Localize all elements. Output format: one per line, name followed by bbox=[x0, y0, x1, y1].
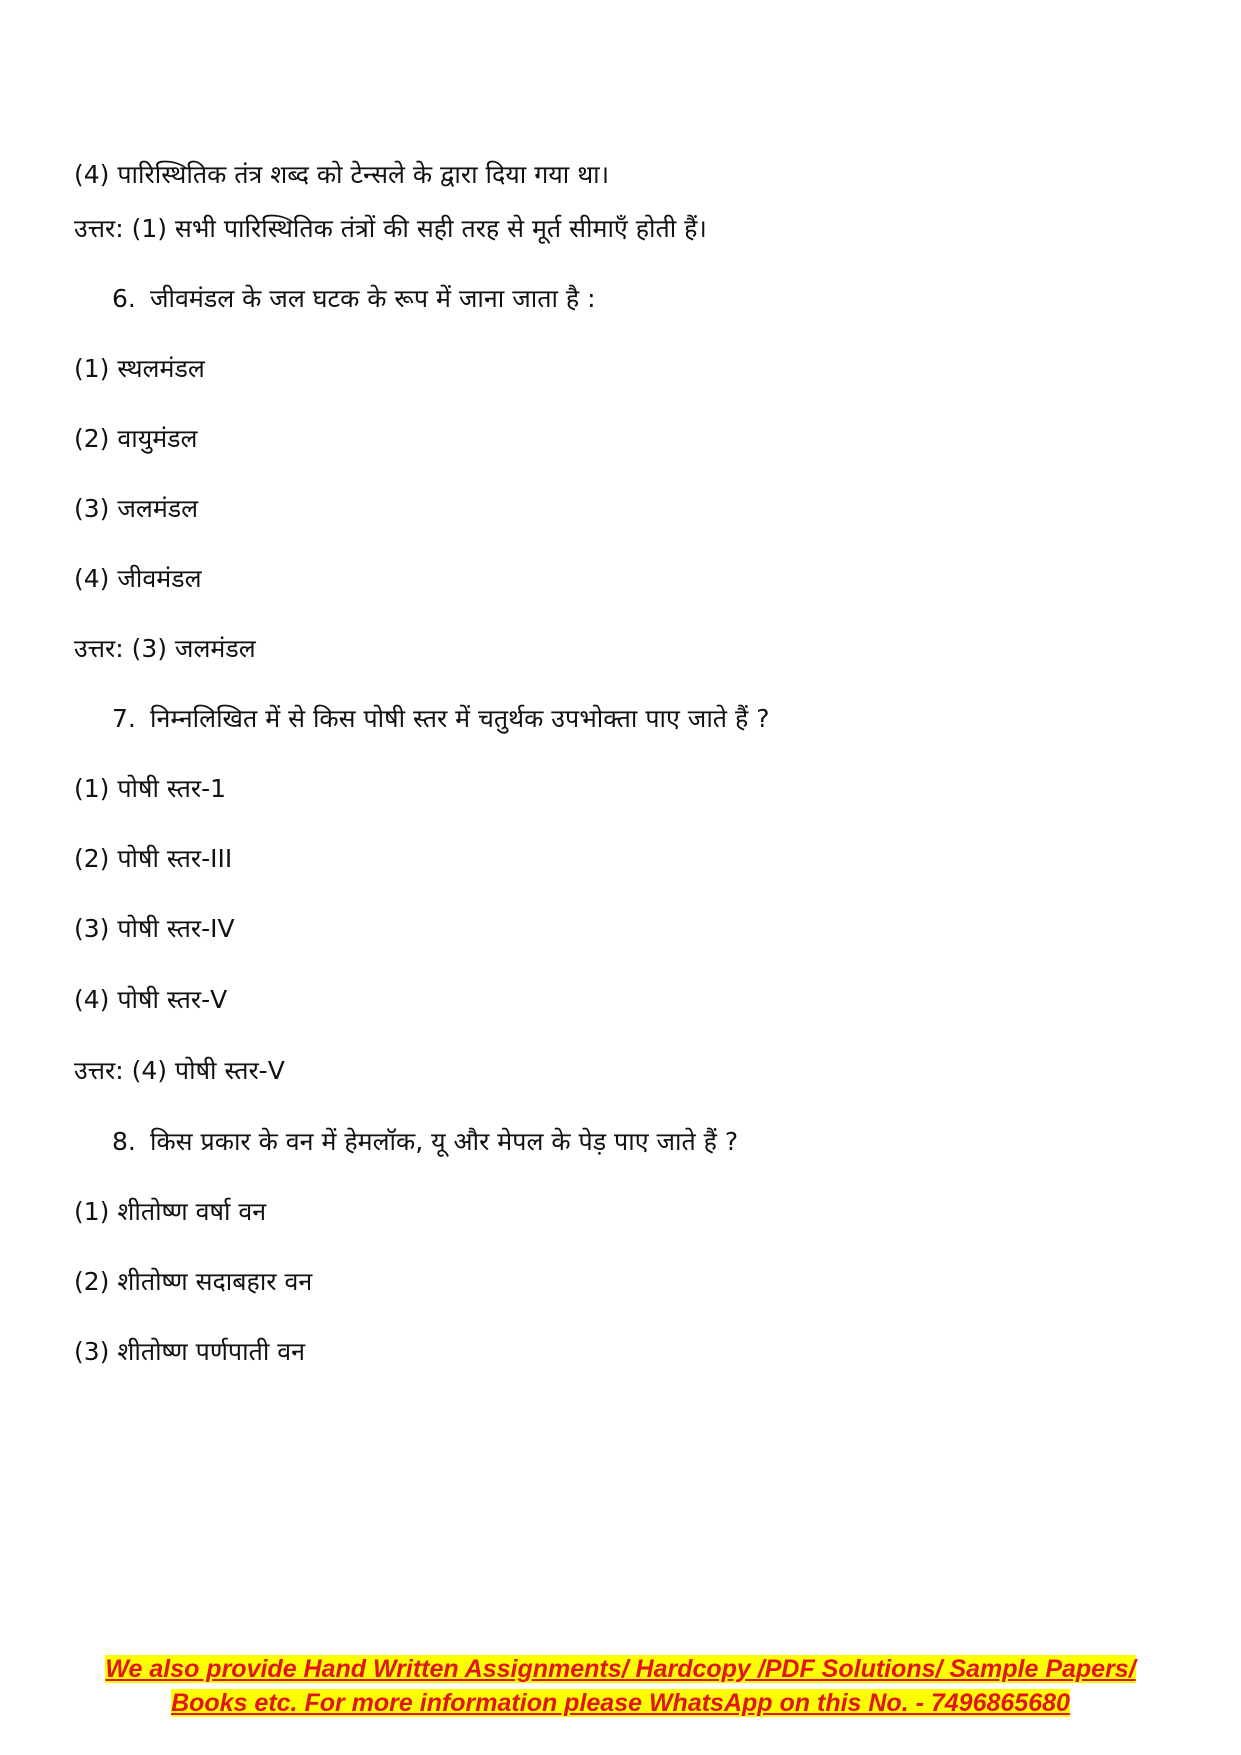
answer-line: उत्तर: (4) पोषी स्तर-V bbox=[74, 1056, 285, 1085]
question-number: 8. bbox=[112, 1127, 136, 1156]
footer-line-1: We also provide Hand Written Assignments/ Hardcopy /PDF Solutions/ Sample Papers/ bbox=[105, 1655, 1136, 1683]
line-option-4-prev: (4) पारिस्थितिक तंत्र शब्द को टेन्सले के द्वारा दिया गया था। bbox=[74, 160, 610, 189]
question-number: 7. bbox=[112, 704, 136, 733]
question-text: निम्नलिखित में से किस पोषी स्तर में चतुर्थक उपभोक्ता पाए जाते हैं ? bbox=[150, 704, 770, 733]
option-1: (1) स्थलमंडल bbox=[74, 354, 205, 383]
promo-footer bbox=[0, 1652, 1241, 1720]
answer-line: उत्तर: (3) जलमंडल bbox=[74, 634, 256, 663]
footer-line-2: Books etc. For more information please WhatsApp on this No. - 7496865680 bbox=[171, 1689, 1070, 1717]
option-3: (3) शीतोष्ण पर्णपाती वन bbox=[74, 1337, 306, 1366]
option-2: (2) वायुमंडल bbox=[74, 424, 198, 453]
question-6 bbox=[112, 282, 596, 316]
option-2: (2) पोषी स्तर-III bbox=[74, 844, 233, 873]
option-2: (2) शीतोष्ण सदाबहार वन bbox=[74, 1267, 313, 1296]
option-4: (4) जीवमंडल bbox=[74, 564, 202, 593]
question-text: किस प्रकार के वन में हेमलॉक, यू और मेपल के पेड़ पाए जाते हैं ? bbox=[150, 1127, 739, 1156]
answer-line-prev: उत्तर: (1) सभी पारिस्थितिक तंत्रों की सही तरह से मूर्त सीमाएँ होती हैं। bbox=[74, 214, 707, 243]
option-4: (4) पोषी स्तर-V bbox=[74, 985, 228, 1014]
question-number: 6. bbox=[112, 284, 136, 313]
question-text: जीवमंडल के जल घटक के रूप में जाना जाता है : bbox=[150, 284, 596, 313]
option-1: (1) शीतोष्ण वर्षा वन bbox=[74, 1197, 267, 1226]
option-3: (3) पोषी स्तर-IV bbox=[74, 914, 235, 943]
option-3: (3) जलमंडल bbox=[74, 494, 199, 523]
question-7 bbox=[112, 702, 769, 736]
question-8 bbox=[112, 1125, 738, 1159]
option-1: (1) पोषी स्तर-1 bbox=[74, 774, 227, 803]
